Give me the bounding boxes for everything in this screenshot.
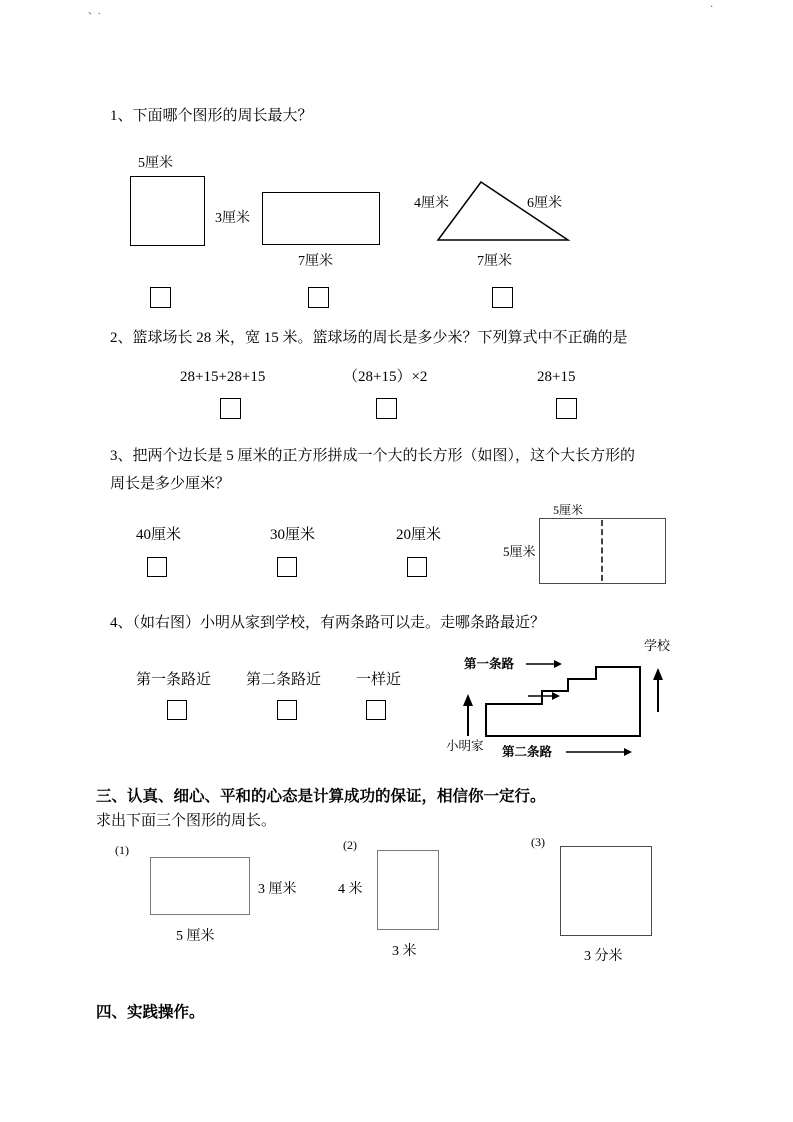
fig2-bottom-label: 3 米 [392, 944, 417, 959]
q1-triangle-figure [420, 178, 580, 246]
q1-rect-bottom-label: 7厘米 [298, 254, 333, 269]
q4-answer-checkbox-2[interactable] [277, 700, 297, 720]
q3-answer-checkbox-2[interactable] [277, 557, 297, 577]
q1-rect-side-label: 3厘米 [215, 211, 250, 226]
q2-answer-checkbox-2[interactable] [376, 398, 397, 419]
section4-heading: 四、实践操作。 [96, 1004, 205, 1021]
q3-fig-top-label: 5厘米 [553, 503, 584, 517]
q3-answer-checkbox-3[interactable] [407, 557, 427, 577]
q1-text: 1、下面哪个图形的周长最大？ [110, 108, 313, 124]
q3-text-line2: 周长是多少厘米？ [110, 476, 231, 492]
q4-route-figure [444, 634, 696, 768]
q2-option-1: 28+15+28+15 [180, 369, 266, 385]
home-up-arrow-head-icon [463, 694, 473, 706]
q4-answer-checkbox-3[interactable] [366, 700, 386, 720]
q3-option-2: 30厘米 [270, 527, 316, 543]
route1-arrow-head-icon [554, 660, 562, 668]
q1-tri-left-label: 4厘米 [414, 196, 449, 211]
school-up-arrow-head-icon [653, 668, 663, 680]
q2-answer-checkbox-1[interactable] [220, 398, 241, 419]
route1-label: 第一条路 [464, 657, 515, 671]
route2-arrow-head-icon [624, 748, 632, 756]
route2-label: 第二条路 [502, 745, 553, 759]
q4-option-1: 第一条路近 [136, 672, 212, 688]
fig1-rectangle [150, 857, 250, 915]
q3-text-line1: 3、把两个边长是 5 厘米的正方形拼成一个大的长方形（如图），这个大长方形的 [110, 448, 636, 464]
q3-answer-checkbox-1[interactable] [147, 557, 167, 577]
q3-fig-left-label: 5厘米 [503, 544, 536, 559]
fig1-bottom-label: 5 厘米 [176, 929, 215, 944]
q1-tri-bottom-label: 7厘米 [477, 254, 512, 269]
inner-arrow-head-icon [552, 692, 560, 700]
q3-option-3: 20厘米 [396, 527, 442, 543]
q2-text: 2、篮球场长 28 米，宽 15 米。篮球场的周长是多少米？下列算式中不正确的是 [110, 330, 628, 346]
fig3-bottom-label: 3 分米 [584, 949, 623, 964]
q2-option-2: （28+15）×2 [343, 369, 428, 385]
q2-option-3: 28+15 [537, 369, 576, 385]
top-left-artifact: 、. [88, 6, 101, 17]
q1-answer-checkbox-3[interactable] [492, 287, 513, 308]
q1-square-top-label: 5厘米 [138, 156, 173, 171]
q4-option-3: 一样近 [356, 672, 402, 688]
q2-answer-checkbox-3[interactable] [556, 398, 577, 419]
section3-heading: 三、认真、细心、平和的心态是计算成功的保证，相信你一定行。 [96, 788, 546, 805]
q1-rect-figure [262, 192, 380, 245]
q4-text: 4、（如右图）小明从家到学校，有两条路可以走。走哪条路最近？ [110, 615, 546, 631]
fig2-index-label: (2) [343, 838, 357, 852]
q3-joined-rect-figure [539, 518, 666, 584]
fig1-index-label: (1) [115, 843, 129, 857]
q1-square-figure [130, 176, 205, 246]
q1-answer-checkbox-2[interactable] [308, 287, 329, 308]
section3-subtext: 求出下面三个图形的周长。 [96, 813, 277, 829]
q1-tri-right-label: 6厘米 [527, 196, 562, 211]
fig2-side-label: 4 米 [338, 882, 363, 897]
fig3-square [560, 846, 652, 936]
q4-option-2: 第二条路近 [246, 672, 322, 688]
school-label: 学校 [644, 638, 671, 653]
top-right-artifact: · [710, 2, 714, 13]
q3-option-1: 40厘米 [136, 527, 182, 543]
home-label: 小明家 [446, 739, 484, 753]
fig3-index-label: (3) [531, 835, 545, 849]
q4-answer-checkbox-1[interactable] [167, 700, 187, 720]
fig2-rectangle [377, 850, 439, 930]
staircase-path [486, 667, 640, 736]
q1-answer-checkbox-1[interactable] [150, 287, 171, 308]
fig1-side-label: 3 厘米 [258, 882, 297, 897]
q3-fig-dashed-divider [601, 520, 603, 581]
